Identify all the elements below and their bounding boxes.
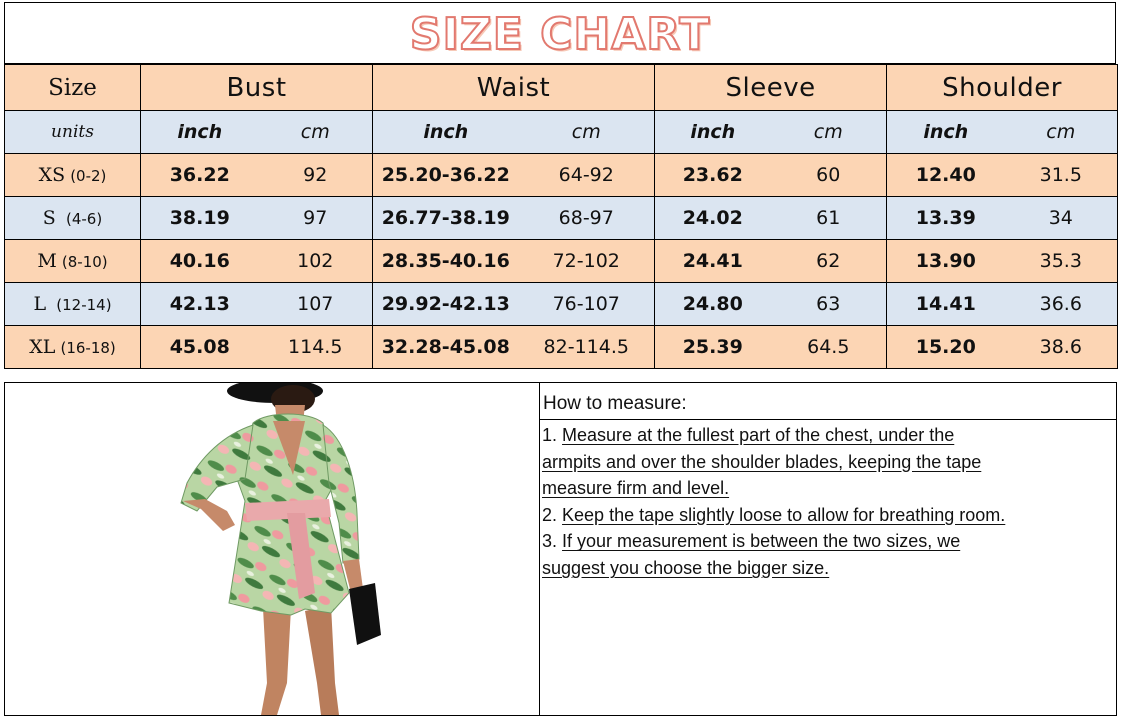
waist-inch-cell: 28.35-40.16 <box>373 240 519 283</box>
size-cell <box>5 326 141 369</box>
table-row <box>5 197 1118 240</box>
units-row <box>5 111 1118 154</box>
table-row <box>5 240 1118 283</box>
measure-step-3-cont <box>542 555 1112 582</box>
size-name: XS <box>38 164 66 186</box>
table-header-row <box>5 65 1118 111</box>
step-text-line: Measure at the fullest part of the chest, under the <box>562 425 955 445</box>
measure-title: How to measure: <box>540 383 1116 420</box>
shoulder-cm-cell: 34 <box>1005 197 1118 240</box>
step-number: 1. <box>542 425 558 445</box>
bust-cm-cell: 114.5 <box>259 326 373 369</box>
size-range: (16-18) <box>60 339 116 357</box>
sleeve-inch-cell: 23.62 <box>655 154 771 197</box>
sleeve-inch-cell: 25.39 <box>655 326 771 369</box>
sleeve-cm-cell: 61 <box>771 197 887 240</box>
size-column-header: Size <box>5 65 141 111</box>
step-text-line: suggest you choose the bigger size. <box>542 557 830 578</box>
size-range: (8-10) <box>61 253 108 271</box>
measure-step-1-cont <box>542 475 1112 502</box>
size-name: S <box>42 207 56 229</box>
sleeve-inch-cell: 24.80 <box>655 283 771 326</box>
size-cell <box>5 283 141 326</box>
size-cell <box>5 240 141 283</box>
step-text-line: measure firm and level. <box>542 478 730 499</box>
table-row <box>5 283 1118 326</box>
step-text-line: Keep the tape slightly loose to allow for breathing room. <box>562 504 1006 525</box>
step-text-line: If your measurement is between the two sizes, we <box>562 531 961 552</box>
model-romper-illustration <box>5 383 539 715</box>
bust-unit-inch: inch <box>141 111 259 154</box>
waist-unit-cm: cm <box>519 111 655 154</box>
bust-cm-cell: 97 <box>259 197 373 240</box>
bust-inch-cell: 45.08 <box>141 326 259 369</box>
bust-cm-cell: 102 <box>259 240 373 283</box>
waist-cm-cell: 76-107 <box>519 283 655 326</box>
shoulder-inch-cell: 12.40 <box>887 154 1005 197</box>
waist-inch-cell: 26.77-38.19 <box>373 197 519 240</box>
bust-unit-cm: cm <box>259 111 373 154</box>
size-range: (12-14) <box>56 296 112 314</box>
waist-inch-cell: 29.92-42.13 <box>373 283 519 326</box>
bust-inch-cell: 36.22 <box>141 154 259 197</box>
bust-column-header: Bust <box>141 65 373 111</box>
size-range: (4-6) <box>65 210 103 228</box>
waist-unit-inch: inch <box>373 111 519 154</box>
waist-cm-cell: 82-114.5 <box>519 326 655 369</box>
measure-step-2 <box>542 502 1112 529</box>
shoulder-unit-inch: inch <box>887 111 1005 154</box>
shoulder-unit-cm: cm <box>1005 111 1118 154</box>
sleeve-cm-cell: 60 <box>771 154 887 197</box>
shoulder-inch-cell: 15.20 <box>887 326 1005 369</box>
size-name: L <box>33 293 47 315</box>
sleeve-column-header: Sleeve <box>655 65 887 111</box>
table-row <box>5 326 1118 369</box>
waist-cm-cell: 64-92 <box>519 154 655 197</box>
sleeve-inch-cell: 24.41 <box>655 240 771 283</box>
step-text-line: armpits and over the shoulder blades, keeping the tape <box>542 451 982 472</box>
sleeve-cm-cell: 63 <box>771 283 887 326</box>
sleeve-unit-cm: cm <box>771 111 887 154</box>
sleeve-unit-inch: inch <box>655 111 771 154</box>
bust-cm-cell: 92 <box>259 154 373 197</box>
shoulder-inch-cell: 13.39 <box>887 197 1005 240</box>
measure-step-3 <box>542 528 1112 555</box>
bust-cm-cell: 107 <box>259 283 373 326</box>
size-range: (0-2) <box>70 167 107 185</box>
sleeve-inch-cell: 24.02 <box>655 197 771 240</box>
measure-step-1 <box>542 422 1112 449</box>
size-name: XL <box>29 336 56 358</box>
shoulder-cm-cell: 36.6 <box>1005 283 1118 326</box>
title-banner <box>4 2 1116 64</box>
waist-inch-cell: 32.28-45.08 <box>373 326 519 369</box>
step-number: 2. <box>542 504 558 525</box>
bust-inch-cell: 38.19 <box>141 197 259 240</box>
step-number: 3. <box>542 531 558 552</box>
size-name: M <box>37 250 57 272</box>
bust-inch-cell: 40.16 <box>141 240 259 283</box>
sleeve-cm-cell: 62 <box>771 240 887 283</box>
waist-cm-cell: 72-102 <box>519 240 655 283</box>
model-photo <box>5 383 540 715</box>
bottom-section <box>4 382 1117 716</box>
units-label: units <box>5 111 141 154</box>
sleeve-cm-cell: 64.5 <box>771 326 887 369</box>
waist-column-header: Waist <box>373 65 655 111</box>
page-title: SIZE CHART <box>409 8 711 60</box>
measure-instructions <box>540 383 1116 715</box>
waist-cm-cell: 68-97 <box>519 197 655 240</box>
size-cell <box>5 154 141 197</box>
measure-step-1-cont <box>542 449 1112 476</box>
shoulder-cm-cell: 31.5 <box>1005 154 1118 197</box>
waist-inch-cell: 25.20-36.22 <box>373 154 519 197</box>
shoulder-inch-cell: 13.90 <box>887 240 1005 283</box>
table-row <box>5 154 1118 197</box>
shoulder-column-header: Shoulder <box>887 65 1118 111</box>
shoulder-cm-cell: 35.3 <box>1005 240 1118 283</box>
shoulder-cm-cell: 38.6 <box>1005 326 1118 369</box>
size-cell <box>5 197 141 240</box>
shoulder-inch-cell: 14.41 <box>887 283 1005 326</box>
size-table <box>4 64 1118 369</box>
bust-inch-cell: 42.13 <box>141 283 259 326</box>
measure-steps <box>540 420 1116 582</box>
